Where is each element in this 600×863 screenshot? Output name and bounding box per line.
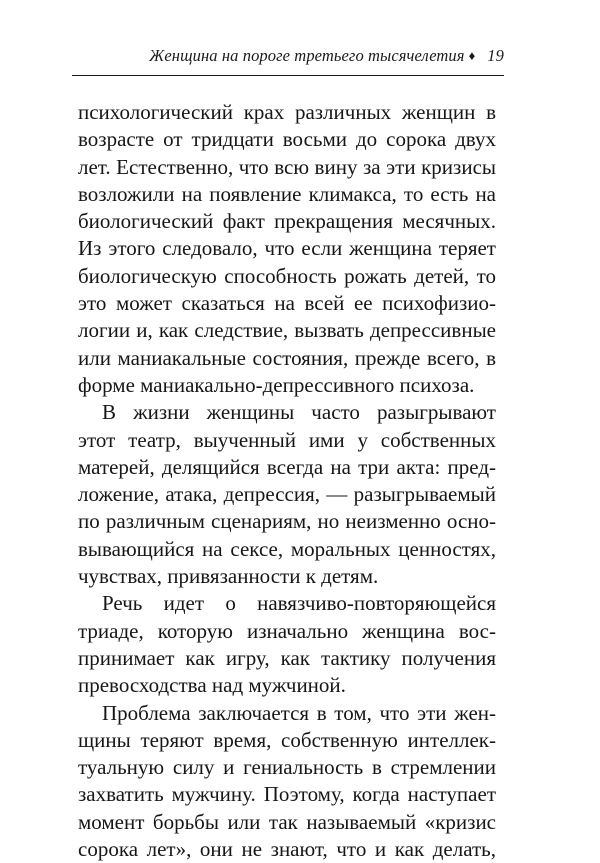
text-line: лет. Естественно, что всю вину за эти кризисы xyxy=(78,154,496,179)
text-line: ложение, атака, депрессия, — разыгрываемый xyxy=(78,482,496,507)
text-line: психологический крах различных женщин в xyxy=(78,100,496,124)
diamond-ornament-icon: ♦ xyxy=(468,48,476,63)
text-line: возложили на появление климакса, то есть на xyxy=(78,181,496,206)
text-line: чувствах, привязанности к детям. xyxy=(78,564,379,589)
text-line: туальную силу и гениальность в стремлении xyxy=(78,755,496,780)
text-line: В жизни женщины часто разыгрывают xyxy=(102,400,496,425)
text-line: момент борьбы или так называемый «кризис xyxy=(78,809,496,834)
running-title: Женщина на пороге третьего тысячелетия xyxy=(149,46,465,65)
text-line: это может сказаться на всей ее психофизио- xyxy=(78,291,496,316)
text-line: логии и, как следствие, вызвать депрессивные xyxy=(78,318,496,343)
text-line: Речь идет о навязчиво-повторяющейся xyxy=(102,591,496,616)
text-line: принимает как игру, как тактику получения xyxy=(78,645,496,670)
text-line: матерей, делящийся всегда на три акта: пред- xyxy=(78,454,496,479)
page-number: 19 xyxy=(487,46,504,65)
text-line: Из этого следовало, что если женщина теряет xyxy=(78,236,496,261)
text-line: щины теряют время, собственную интеллек- xyxy=(78,727,496,752)
text-line: по различным сценариям, но неизменно осно- xyxy=(78,509,496,534)
text-line: захватить мужчину. Поэтому, когда наступает xyxy=(78,782,496,807)
text-line: вывающийся на сексе, моральных ценностях, xyxy=(78,536,496,561)
text-line: биологическую способность рожать детей, то xyxy=(78,263,496,288)
text-line: триаде, которую изначально женщина вос- xyxy=(78,618,496,643)
text-line: сорока лет», они не знают, что и как делать, xyxy=(78,837,496,862)
body-text xyxy=(78,99,496,863)
text-line: биологический факт прекращения месячных. xyxy=(78,209,496,234)
text-line: форме маниакально-депрессивного психоза. xyxy=(78,372,475,397)
text-line: этот театр, выученный ими у собственных xyxy=(78,427,496,452)
header-rule xyxy=(72,75,504,76)
text-line: возрасте от тридцати восьми до сорока двух xyxy=(78,127,496,152)
running-header xyxy=(149,46,504,67)
text-line: Проблема заключается в том, что эти жен- xyxy=(102,700,496,725)
text-line: превосходства над мужчиной. xyxy=(78,673,346,698)
text-line: или маниакальные состояния, прежде всего, в xyxy=(78,345,496,370)
